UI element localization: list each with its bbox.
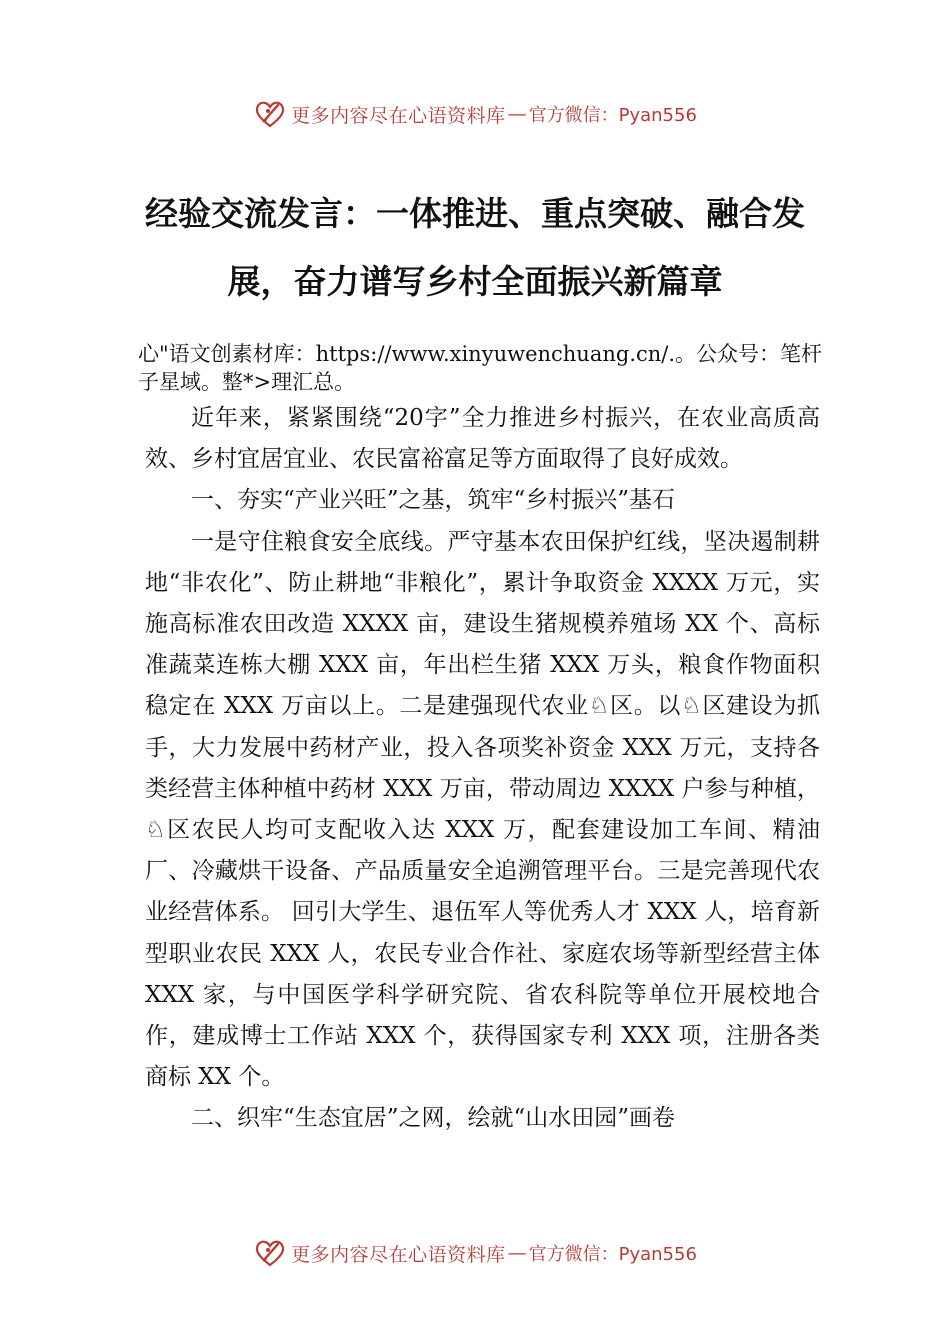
header-banner — [0, 94, 950, 134]
banner-separator: — — [507, 1242, 527, 1264]
banner-wechat: 官方微信：Pyan556 — [528, 1244, 697, 1265]
heart-pen-logo — [253, 97, 287, 131]
heart-pen-logo — [253, 1236, 287, 1270]
section-heading-1: 一、夯实“产业兴旺”之基，筑牢“乡村振兴”基石 — [191, 487, 676, 514]
banner-text: 更多内容尽在心语资料库 — [291, 1243, 506, 1266]
document-body — [145, 398, 820, 1140]
footer-banner — [0, 1233, 950, 1273]
banner-wechat: 官方微信：Pyan556 — [528, 105, 697, 126]
document-title: 经验交流发言：一体推进、重点突破、融合发展，奋力谱写乡村全面振兴新篇章 — [145, 194, 805, 301]
section-heading-2: 二、织牢“生态宜居”之网，绘就“山水田园”画卷 — [191, 1105, 676, 1132]
paragraph-intro: 近年来，紧紧围绕“20字”全力推进乡村振兴，在农业高质高效、乡村宜居宜业、农民富裕富足等方面取得了良好成效。 — [145, 405, 820, 473]
source-note: 心"语文创素材库：https://www.xinyuwenchuang.cn/.。公众号：笔杆子星域。整*>理汇总。 — [138, 342, 823, 394]
banner-text: 更多内容尽在心语资料库 — [291, 104, 506, 127]
banner-separator: — — [507, 103, 527, 125]
paragraph-section-1: 一是守住粮食安全底线。严守基本农田保护红线，坚决遏制耕地“非农化”、防止耕地“非粮化”，累计争取资金 XXXX 万元，实施高标准农田改造 XXXX 亩，建设生猪规模养殖场 XX 个、高标准蔬菜连栋大棚 XXX 亩，年出栏生猪 XXX 万头，粮食作物面积稳定在 XXX 万亩以上。二是建强现代农业♘区。以♘区建设为抓手，大力发展中药材产业，投入各项奖补资金 XXX 万元，支持各类经营主体种植中药材 XXX 万亩，带动周边 XXXX 户参与种植，♘区农民人均可支配收入达 XXX 万，配套建设加工车间、精油厂、冷藏烘干设备、产品质量安全追溯管理平台。三是完善现代农业经营体系。 回引大学生、退伍军人等优秀人才 XXX 人，培育新型职业农民 XXX 人，农民专业合作社、家庭农场等新型经营主体 XXX 家，与中国医学科学研究院、省农科院等单位开展校地合作，建成博士工作站 XXX 个，获得国家专利 XXX 项，注册各类商标 XX 个。 — [145, 528, 820, 1091]
